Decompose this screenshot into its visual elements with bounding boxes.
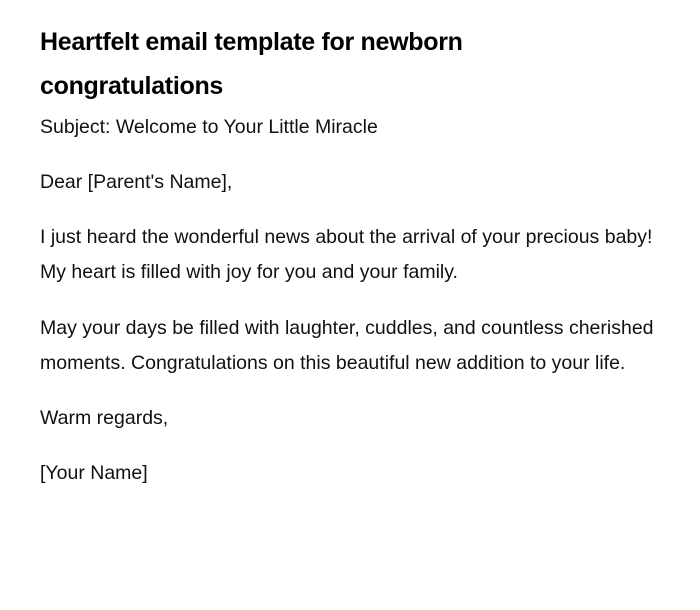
email-signature: [Your Name] bbox=[40, 462, 148, 484]
page-title: Heartfelt email template for newborn congratulations bbox=[40, 28, 463, 100]
email-greeting: Dear [Parent's Name], bbox=[40, 171, 233, 193]
email-closing: Warm regards, bbox=[40, 407, 169, 429]
email-body-paragraph: I just heard the wonderful news about the arrival of your precious baby! My heart is filled with joy for you and your family. bbox=[40, 226, 653, 283]
email-subject: Subject: Welcome to Your Little Miracle bbox=[40, 116, 378, 138]
email-body-paragraph: May your days be filled with laughter, cuddles, and countless cherished moments. Congratulations on this beautiful new addition to your life. bbox=[40, 317, 654, 374]
